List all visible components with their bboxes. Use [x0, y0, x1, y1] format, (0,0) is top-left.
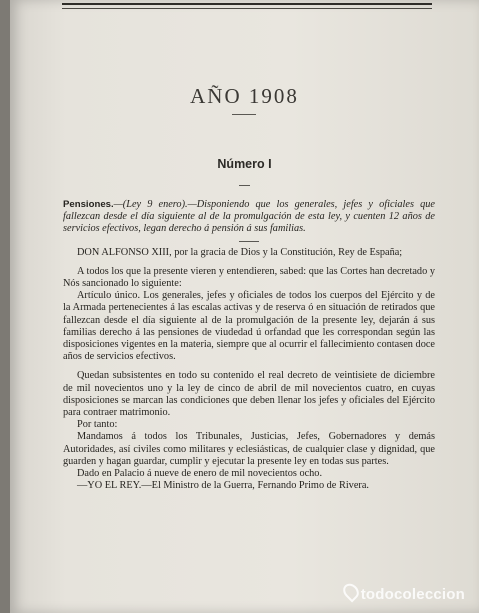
number-title: Número I — [217, 157, 272, 171]
article-paragraph: Artículo único. Los generales, jefes y oficiales de todos los cuerpos del Ejército y de la Armada pertenecientes á las escalas activas y de reserva ó en situación de retirados que fallezcan desde el día siguiente al de la promulgación de la presente ley, dejarán á sus familias derecho á las pensiones de viudedad ú orfandad que les correspondan según las disposiciones vigentes en la materia, siempre que al ocurrir el fallecimiento contasen doce años de servicios efectivos. — [63, 290, 435, 363]
date-paragraph: Dado en Palacio á nueve de enero de mil novecientos ocho. — [77, 468, 323, 480]
summary-lead: Pensiones. — [63, 199, 114, 210]
summary-paragraph — [63, 199, 435, 236]
subsistence-paragraph: Quedan subsistentes en todo su contenido el real decreto de veintisiete de diciembre de mil novecientos uno y la ley de cinco de abril de mil novecientos cuatro, en cuyas disposiciones se marcan las condiciones que deben llenar los jefes y oficiales del Ejército para contraer matrimonio. — [63, 370, 435, 419]
watermark — [344, 583, 465, 603]
preamble-paragraph: DON ALFONSO XIII, por la gracia de Dios y la Constitución, Rey de España; — [77, 246, 403, 258]
top-rule-thin — [62, 8, 432, 9]
watermark-text: todocoleccion — [360, 586, 465, 603]
proclamation-paragraph: A todos los que la presente vieren y entendieren, sabed: que las Cortes han decretado y Nós sancionado lo siguiente: — [63, 265, 435, 290]
summary-divider — [239, 241, 259, 242]
summary-text: —(Ley 9 enero).—Disponiendo que los generales, jefes y oficiales que fallezcan desde el día siguiente al de la promulgación de esta ley, y cuenten 12 años de servicios efectivos, legan derecho á pensión á sus familias. — [63, 199, 435, 235]
law-text — [63, 199, 435, 492]
year-divider — [232, 114, 256, 115]
watermark-logo-icon — [340, 581, 362, 603]
mandate-paragraph: Mandamos á todos los Tribunales, Justicias, Jefes, Gobernadores y demás Autoridades, así civiles como militares y eclesiásticas, de cualquier clase y dignidad, que guarden y hagan guardar, cumplir y ejecutar la presente ley en todas sus partes. — [63, 431, 435, 467]
year-title: AÑO 1908 — [190, 84, 299, 108]
document-page — [10, 0, 479, 613]
top-rule — [62, 3, 432, 5]
therefore-paragraph: Por tanto: — [77, 419, 118, 431]
signature-paragraph: —YO EL REY.—El Ministro de la Guerra, Fernando Primo de Rivera. — [77, 480, 369, 492]
number-divider — [239, 185, 250, 186]
